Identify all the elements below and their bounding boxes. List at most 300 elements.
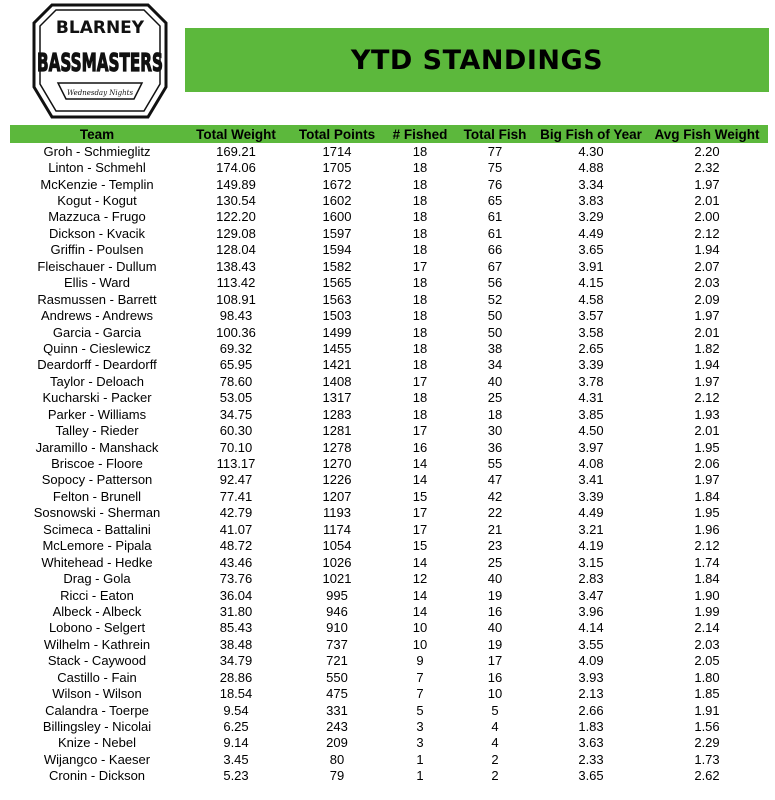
cell-total-fish: 50 bbox=[487, 308, 503, 324]
cell-total-weight: 6.25 bbox=[223, 719, 249, 735]
cell-avg-fish-weight: 2.09 bbox=[694, 291, 720, 307]
table-row bbox=[10, 620, 768, 636]
cell-big-fish-of-year: 3.55 bbox=[578, 636, 604, 652]
cell-total-weight: 9.54 bbox=[223, 702, 249, 718]
cell-avg-fish-weight: 2.03 bbox=[694, 275, 720, 291]
cell-big-fish-of-year: 3.29 bbox=[578, 209, 604, 225]
cell-big-fish-of-year: 3.58 bbox=[578, 324, 604, 340]
table-row bbox=[10, 192, 768, 208]
cell-total-fish: 42 bbox=[487, 488, 503, 504]
cell-avg-fish-weight: 1.99 bbox=[694, 603, 720, 619]
cell-num-fished: 17 bbox=[412, 423, 428, 439]
table-row bbox=[10, 455, 768, 471]
cell-num-fished: 7 bbox=[416, 669, 424, 685]
cell-total-fish: 77 bbox=[487, 143, 503, 159]
cell-avg-fish-weight: 1.84 bbox=[694, 488, 720, 504]
cell-big-fish-of-year: 3.39 bbox=[578, 357, 604, 373]
cell-total-fish: 10 bbox=[487, 686, 503, 702]
cell-big-fish-of-year: 3.21 bbox=[578, 521, 604, 537]
cell-total-fish: 5 bbox=[491, 702, 499, 718]
cell-total-points: 1672 bbox=[322, 176, 352, 192]
cell-num-fished: 18 bbox=[412, 308, 428, 324]
cell-big-fish-of-year: 3.15 bbox=[578, 554, 604, 570]
cell-total-points: 550 bbox=[326, 669, 348, 685]
cell-total-weight: 43.46 bbox=[219, 554, 253, 570]
cell-total-weight: 34.75 bbox=[219, 406, 253, 422]
cell-total-weight: 42.79 bbox=[219, 505, 253, 521]
cell-big-fish-of-year: 3.39 bbox=[578, 488, 604, 504]
cell-total-fish: 22 bbox=[487, 505, 503, 521]
header-total-fish: Total Fish bbox=[463, 126, 527, 142]
cell-num-fished: 5 bbox=[416, 702, 424, 718]
cell-num-fished: 17 bbox=[412, 373, 428, 389]
cell-avg-fish-weight: 1.96 bbox=[694, 521, 720, 537]
cell-team: Felton - Brunell bbox=[52, 488, 142, 504]
cell-total-fish: 47 bbox=[487, 472, 503, 488]
cell-total-fish: 40 bbox=[487, 620, 503, 636]
cell-total-fish: 19 bbox=[487, 587, 503, 603]
table-row bbox=[10, 570, 768, 586]
cell-total-weight: 128.04 bbox=[216, 242, 256, 258]
cell-avg-fish-weight: 2.07 bbox=[694, 258, 720, 274]
table-row bbox=[10, 291, 768, 307]
cell-big-fish-of-year: 3.78 bbox=[578, 373, 604, 389]
table-row bbox=[10, 242, 768, 258]
cell-num-fished: 14 bbox=[412, 456, 428, 472]
cell-big-fish-of-year: 1.83 bbox=[578, 719, 604, 735]
cell-num-fished: 10 bbox=[412, 636, 428, 652]
header-big-fish-of-year: Big Fish of Year bbox=[540, 126, 642, 142]
table-row bbox=[10, 373, 768, 389]
cell-total-weight: 5.23 bbox=[223, 768, 249, 784]
cell-total-points: 995 bbox=[326, 587, 348, 603]
cell-num-fished: 15 bbox=[412, 538, 428, 554]
cell-total-fish: 25 bbox=[487, 390, 503, 406]
cell-total-weight: 100.36 bbox=[216, 324, 256, 340]
cell-team: Albeck - Albeck bbox=[52, 603, 142, 619]
cell-total-weight: 3.45 bbox=[223, 751, 249, 767]
cell-total-points: 1565 bbox=[322, 275, 352, 291]
cell-total-points: 331 bbox=[326, 702, 348, 718]
cell-total-points: 1226 bbox=[322, 472, 352, 488]
cell-team: Quinn - Cieslewicz bbox=[43, 340, 151, 356]
table-row bbox=[10, 258, 768, 274]
cell-total-fish: 55 bbox=[487, 456, 503, 472]
cell-big-fish-of-year: 4.88 bbox=[578, 160, 604, 176]
cell-num-fished: 17 bbox=[412, 521, 428, 537]
cell-total-fish: 36 bbox=[487, 439, 503, 455]
table-row bbox=[10, 422, 768, 438]
cell-num-fished: 1 bbox=[416, 751, 424, 767]
cell-avg-fish-weight: 1.97 bbox=[694, 472, 720, 488]
cell-total-weight: 98.43 bbox=[219, 308, 253, 324]
standings-table bbox=[10, 125, 768, 784]
cell-team: Wijangco - Kaeser bbox=[43, 751, 151, 767]
cell-avg-fish-weight: 2.01 bbox=[694, 324, 720, 340]
cell-team: Talley - Rieder bbox=[55, 423, 139, 439]
cell-avg-fish-weight: 1.97 bbox=[694, 373, 720, 389]
cell-team: Castillo - Fain bbox=[57, 669, 137, 685]
cell-total-fish: 25 bbox=[487, 554, 503, 570]
cell-big-fish-of-year: 4.30 bbox=[578, 143, 604, 159]
cell-num-fished: 18 bbox=[412, 225, 428, 241]
cell-total-points: 1602 bbox=[322, 193, 352, 209]
cell-team: McKenzie - Templin bbox=[40, 176, 154, 192]
cell-total-fish: 38 bbox=[487, 340, 503, 356]
cell-total-points: 1054 bbox=[322, 538, 352, 554]
cell-team: Groh - Schmieglitz bbox=[43, 143, 151, 159]
cell-big-fish-of-year: 3.83 bbox=[578, 193, 604, 209]
cell-team: Rasmussen - Barrett bbox=[37, 291, 157, 307]
cell-num-fished: 9 bbox=[416, 653, 424, 669]
cell-team: Griffin - Poulsen bbox=[50, 242, 144, 258]
cell-avg-fish-weight: 2.06 bbox=[694, 456, 720, 472]
table-row bbox=[10, 324, 768, 340]
cell-big-fish-of-year: 4.31 bbox=[578, 390, 604, 406]
cell-big-fish-of-year: 3.91 bbox=[578, 258, 604, 274]
table-row bbox=[10, 176, 768, 192]
cell-avg-fish-weight: 1.73 bbox=[694, 751, 720, 767]
cell-avg-fish-weight: 1.95 bbox=[694, 505, 720, 521]
cell-total-weight: 18.54 bbox=[219, 686, 253, 702]
cell-total-points: 1317 bbox=[322, 390, 352, 406]
cell-big-fish-of-year: 3.34 bbox=[578, 176, 604, 192]
cell-avg-fish-weight: 1.85 bbox=[694, 686, 720, 702]
cell-big-fish-of-year: 4.19 bbox=[578, 538, 604, 554]
table-row bbox=[10, 357, 768, 373]
table-row bbox=[10, 488, 768, 504]
table-row bbox=[10, 209, 768, 225]
table-row bbox=[10, 718, 768, 734]
cell-total-weight: 69.32 bbox=[219, 340, 253, 356]
cell-num-fished: 18 bbox=[412, 406, 428, 422]
cell-total-fish: 67 bbox=[487, 258, 503, 274]
cell-num-fished: 18 bbox=[412, 340, 428, 356]
cell-team: Mazzuca - Frugo bbox=[48, 209, 146, 225]
cell-avg-fish-weight: 1.80 bbox=[694, 669, 720, 685]
cell-big-fish-of-year: 4.15 bbox=[578, 275, 604, 291]
cell-total-weight: 129.08 bbox=[216, 225, 256, 241]
cell-num-fished: 14 bbox=[412, 554, 428, 570]
cell-avg-fish-weight: 2.03 bbox=[694, 636, 720, 652]
table-row bbox=[10, 159, 768, 175]
table-row bbox=[10, 702, 768, 718]
cell-num-fished: 12 bbox=[412, 571, 428, 587]
cell-avg-fish-weight: 1.93 bbox=[694, 406, 720, 422]
cell-total-weight: 78.60 bbox=[219, 373, 253, 389]
cell-total-weight: 169.21 bbox=[216, 143, 256, 159]
cell-total-fish: 61 bbox=[487, 225, 503, 241]
cell-total-points: 209 bbox=[326, 735, 348, 751]
cell-total-points: 721 bbox=[326, 653, 348, 669]
cell-team: Garcia - Garcia bbox=[52, 324, 142, 340]
cell-team: Deardorff - Deardorff bbox=[37, 357, 157, 373]
cell-num-fished: 18 bbox=[412, 143, 428, 159]
cell-team: Andrews - Andrews bbox=[41, 308, 153, 324]
cell-big-fish-of-year: 4.09 bbox=[578, 653, 604, 669]
cell-big-fish-of-year: 2.65 bbox=[578, 340, 604, 356]
table-row bbox=[10, 472, 768, 488]
cell-avg-fish-weight: 2.12 bbox=[694, 225, 720, 241]
table-body bbox=[10, 143, 768, 784]
cell-team: Jaramillo - Manshack bbox=[35, 439, 159, 455]
cell-total-weight: 113.42 bbox=[216, 275, 256, 291]
cell-num-fished: 18 bbox=[412, 193, 428, 209]
cell-total-weight: 70.10 bbox=[219, 439, 253, 455]
cell-num-fished: 18 bbox=[412, 357, 428, 373]
cell-total-fish: 40 bbox=[487, 373, 503, 389]
cell-total-fish: 56 bbox=[487, 275, 503, 291]
cell-num-fished: 18 bbox=[412, 275, 428, 291]
cell-big-fish-of-year: 3.63 bbox=[578, 735, 604, 751]
cell-num-fished: 14 bbox=[412, 603, 428, 619]
cell-total-fish: 2 bbox=[491, 751, 499, 767]
cell-total-points: 1455 bbox=[322, 340, 352, 356]
cell-team: Billingsley - Nicolai bbox=[42, 719, 152, 735]
cell-avg-fish-weight: 1.90 bbox=[694, 587, 720, 603]
cell-big-fish-of-year: 2.83 bbox=[578, 571, 604, 587]
cell-total-points: 1283 bbox=[322, 406, 352, 422]
cell-team: Calandra - Toerpe bbox=[45, 702, 149, 718]
table-row bbox=[10, 587, 768, 603]
cell-total-points: 80 bbox=[329, 751, 345, 767]
cell-total-weight: 113.17 bbox=[216, 456, 256, 472]
cell-total-points: 1278 bbox=[322, 439, 352, 455]
cell-avg-fish-weight: 2.62 bbox=[694, 768, 720, 784]
cell-total-weight: 174.06 bbox=[216, 160, 256, 176]
cell-num-fished: 18 bbox=[412, 209, 428, 225]
cell-big-fish-of-year: 3.85 bbox=[578, 406, 604, 422]
cell-total-points: 1705 bbox=[322, 160, 352, 176]
table-row bbox=[10, 390, 768, 406]
cell-team: Ellis - Ward bbox=[64, 275, 130, 291]
cell-team: Stack - Caywood bbox=[47, 653, 147, 669]
cell-total-fish: 18 bbox=[487, 406, 503, 422]
header-total-points: Total Points bbox=[298, 126, 376, 142]
table-row bbox=[10, 538, 768, 554]
cell-total-points: 1421 bbox=[322, 357, 352, 373]
cell-avg-fish-weight: 2.01 bbox=[694, 423, 720, 439]
cell-team: Dickson - Kvacik bbox=[48, 225, 146, 241]
cell-total-weight: 48.72 bbox=[219, 538, 253, 554]
cell-total-fish: 17 bbox=[487, 653, 503, 669]
cell-team: Parker - Williams bbox=[47, 406, 147, 422]
cell-total-fish: 75 bbox=[487, 160, 503, 176]
cell-total-fish: 76 bbox=[487, 176, 503, 192]
logo-line1: BLARNEY bbox=[55, 18, 145, 38]
cell-num-fished: 18 bbox=[412, 242, 428, 258]
header-num-fished: # Fished bbox=[392, 126, 448, 142]
cell-total-weight: 60.30 bbox=[219, 423, 253, 439]
cell-total-weight: 31.80 bbox=[219, 603, 253, 619]
cell-team: Whitehead - Hedke bbox=[41, 554, 153, 570]
cell-team: Lobono - Selgert bbox=[48, 620, 146, 636]
table-row bbox=[10, 735, 768, 751]
cell-num-fished: 14 bbox=[412, 587, 428, 603]
table-row bbox=[10, 521, 768, 537]
cell-team: Sosnowski - Sherman bbox=[33, 505, 161, 521]
table-row bbox=[10, 143, 768, 159]
cell-total-points: 1499 bbox=[322, 324, 352, 340]
cell-total-points: 1594 bbox=[322, 242, 352, 258]
table-row bbox=[10, 307, 768, 323]
cell-big-fish-of-year: 4.50 bbox=[578, 423, 604, 439]
table-row bbox=[10, 225, 768, 241]
table-row bbox=[10, 653, 768, 669]
cell-avg-fish-weight: 2.00 bbox=[694, 209, 720, 225]
cell-num-fished: 7 bbox=[416, 686, 424, 702]
cell-total-fish: 52 bbox=[487, 291, 503, 307]
cell-team: Kogut - Kogut bbox=[57, 193, 137, 209]
cell-team: Wilhelm - Kathrein bbox=[43, 636, 151, 652]
cell-num-fished: 18 bbox=[412, 291, 428, 307]
cell-total-points: 1281 bbox=[322, 423, 352, 439]
cell-total-weight: 149.89 bbox=[216, 176, 256, 192]
cell-total-weight: 92.47 bbox=[219, 472, 253, 488]
cell-avg-fish-weight: 2.12 bbox=[694, 538, 720, 554]
cell-avg-fish-weight: 1.56 bbox=[694, 719, 720, 735]
cell-total-fish: 19 bbox=[487, 636, 503, 652]
cell-total-points: 1270 bbox=[322, 456, 352, 472]
table-row bbox=[10, 685, 768, 701]
cell-avg-fish-weight: 1.97 bbox=[694, 308, 720, 324]
cell-num-fished: 15 bbox=[412, 488, 428, 504]
table-row bbox=[10, 636, 768, 652]
cell-num-fished: 3 bbox=[416, 735, 424, 751]
cell-total-points: 475 bbox=[326, 686, 348, 702]
cell-total-points: 1503 bbox=[322, 308, 352, 324]
cell-total-fish: 50 bbox=[487, 324, 503, 340]
cell-total-points: 79 bbox=[329, 768, 345, 784]
cell-avg-fish-weight: 2.29 bbox=[694, 735, 720, 751]
cell-total-fish: 66 bbox=[487, 242, 503, 258]
cell-big-fish-of-year: 3.96 bbox=[578, 603, 604, 619]
cell-total-weight: 108.91 bbox=[216, 291, 256, 307]
cell-total-points: 1714 bbox=[322, 143, 352, 159]
cell-total-fish: 2 bbox=[491, 768, 499, 784]
cell-total-fish: 30 bbox=[487, 423, 503, 439]
cell-total-weight: 41.07 bbox=[219, 521, 253, 537]
cell-total-points: 1582 bbox=[322, 258, 352, 274]
cell-total-points: 243 bbox=[326, 719, 348, 735]
league-logo bbox=[30, 3, 170, 119]
cell-total-points: 737 bbox=[326, 636, 348, 652]
cell-num-fished: 1 bbox=[416, 768, 424, 784]
cell-total-points: 1174 bbox=[323, 521, 351, 537]
table-row bbox=[10, 275, 768, 291]
cell-team: Fleischauer - Dullum bbox=[37, 258, 157, 274]
cell-big-fish-of-year: 4.49 bbox=[578, 505, 604, 521]
cell-team: Kucharski - Packer bbox=[42, 390, 152, 406]
cell-num-fished: 17 bbox=[412, 258, 428, 274]
cell-total-fish: 4 bbox=[491, 735, 499, 751]
cell-avg-fish-weight: 2.12 bbox=[694, 390, 720, 406]
table-row bbox=[10, 439, 768, 455]
table-row bbox=[10, 768, 768, 784]
table-row bbox=[10, 406, 768, 422]
table-row bbox=[10, 554, 768, 570]
cell-team: Ricci - Eaton bbox=[60, 587, 134, 603]
cell-total-weight: 65.95 bbox=[219, 357, 253, 373]
cell-big-fish-of-year: 4.58 bbox=[578, 291, 604, 307]
cell-num-fished: 18 bbox=[412, 390, 428, 406]
cell-total-weight: 122.20 bbox=[216, 209, 256, 225]
page-title: YTD STANDINGS bbox=[350, 44, 604, 76]
table-row bbox=[10, 751, 768, 767]
cell-big-fish-of-year: 2.33 bbox=[578, 751, 604, 767]
cell-total-points: 1026 bbox=[322, 554, 352, 570]
cell-big-fish-of-year: 4.14 bbox=[578, 620, 604, 636]
cell-avg-fish-weight: 1.74 bbox=[694, 554, 720, 570]
cell-total-weight: 28.86 bbox=[219, 669, 253, 685]
table-row bbox=[10, 505, 768, 521]
cell-num-fished: 14 bbox=[412, 472, 428, 488]
cell-avg-fish-weight: 2.01 bbox=[694, 193, 720, 209]
cell-avg-fish-weight: 1.84 bbox=[694, 571, 720, 587]
header-team: Team bbox=[79, 126, 115, 142]
cell-num-fished: 17 bbox=[412, 505, 428, 521]
cell-big-fish-of-year: 2.66 bbox=[578, 702, 604, 718]
header-total-weight: Total Weight bbox=[196, 126, 276, 142]
cell-num-fished: 3 bbox=[416, 719, 424, 735]
logo-subtitle: Wednesday Nights bbox=[66, 89, 134, 97]
cell-num-fished: 18 bbox=[412, 176, 428, 192]
cell-team: McLemore - Pipala bbox=[42, 538, 152, 554]
cell-total-weight: 53.05 bbox=[219, 390, 253, 406]
cell-total-fish: 16 bbox=[487, 669, 503, 685]
cell-total-points: 1193 bbox=[323, 505, 351, 521]
cell-total-points: 946 bbox=[326, 603, 348, 619]
cell-big-fish-of-year: 3.57 bbox=[578, 308, 604, 324]
cell-avg-fish-weight: 1.82 bbox=[694, 340, 720, 356]
cell-team: Taylor - Deloach bbox=[50, 373, 144, 389]
cell-num-fished: 16 bbox=[412, 439, 428, 455]
table-row bbox=[10, 603, 768, 619]
cell-total-points: 1597 bbox=[322, 225, 352, 241]
cell-big-fish-of-year: 3.97 bbox=[578, 439, 604, 455]
cell-big-fish-of-year: 3.41 bbox=[578, 472, 604, 488]
cell-total-weight: 77.41 bbox=[219, 488, 253, 504]
cell-total-weight: 130.54 bbox=[216, 193, 256, 209]
cell-avg-fish-weight: 2.20 bbox=[694, 143, 720, 159]
cell-team: Linton - Schmehl bbox=[48, 160, 146, 176]
cell-team: Briscoe - Floore bbox=[51, 456, 143, 472]
cell-total-points: 1408 bbox=[322, 373, 352, 389]
cell-team: Cronin - Dickson bbox=[48, 768, 146, 784]
cell-total-points: 1207 bbox=[322, 488, 352, 504]
cell-avg-fish-weight: 1.97 bbox=[694, 176, 720, 192]
cell-big-fish-of-year: 3.65 bbox=[578, 242, 604, 258]
cell-big-fish-of-year: 3.65 bbox=[578, 768, 604, 784]
cell-avg-fish-weight: 1.91 bbox=[694, 702, 720, 718]
cell-team: Wilson - Wilson bbox=[52, 686, 142, 702]
cell-team: Drag - Gola bbox=[63, 571, 131, 587]
cell-total-weight: 36.04 bbox=[219, 587, 253, 603]
cell-big-fish-of-year: 4.49 bbox=[578, 225, 604, 241]
cell-total-weight: 73.76 bbox=[219, 571, 253, 587]
cell-team: Scimeca - Battalini bbox=[43, 521, 151, 537]
cell-total-fish: 65 bbox=[487, 193, 503, 209]
cell-total-weight: 9.14 bbox=[223, 735, 249, 751]
cell-avg-fish-weight: 2.05 bbox=[694, 653, 720, 669]
cell-team: Knize - Nebel bbox=[57, 735, 137, 751]
cell-total-points: 910 bbox=[326, 620, 348, 636]
cell-big-fish-of-year: 2.13 bbox=[578, 686, 604, 702]
cell-total-fish: 23 bbox=[487, 538, 503, 554]
table-row bbox=[10, 340, 768, 356]
cell-total-weight: 38.48 bbox=[219, 636, 253, 652]
cell-total-weight: 85.43 bbox=[219, 620, 253, 636]
